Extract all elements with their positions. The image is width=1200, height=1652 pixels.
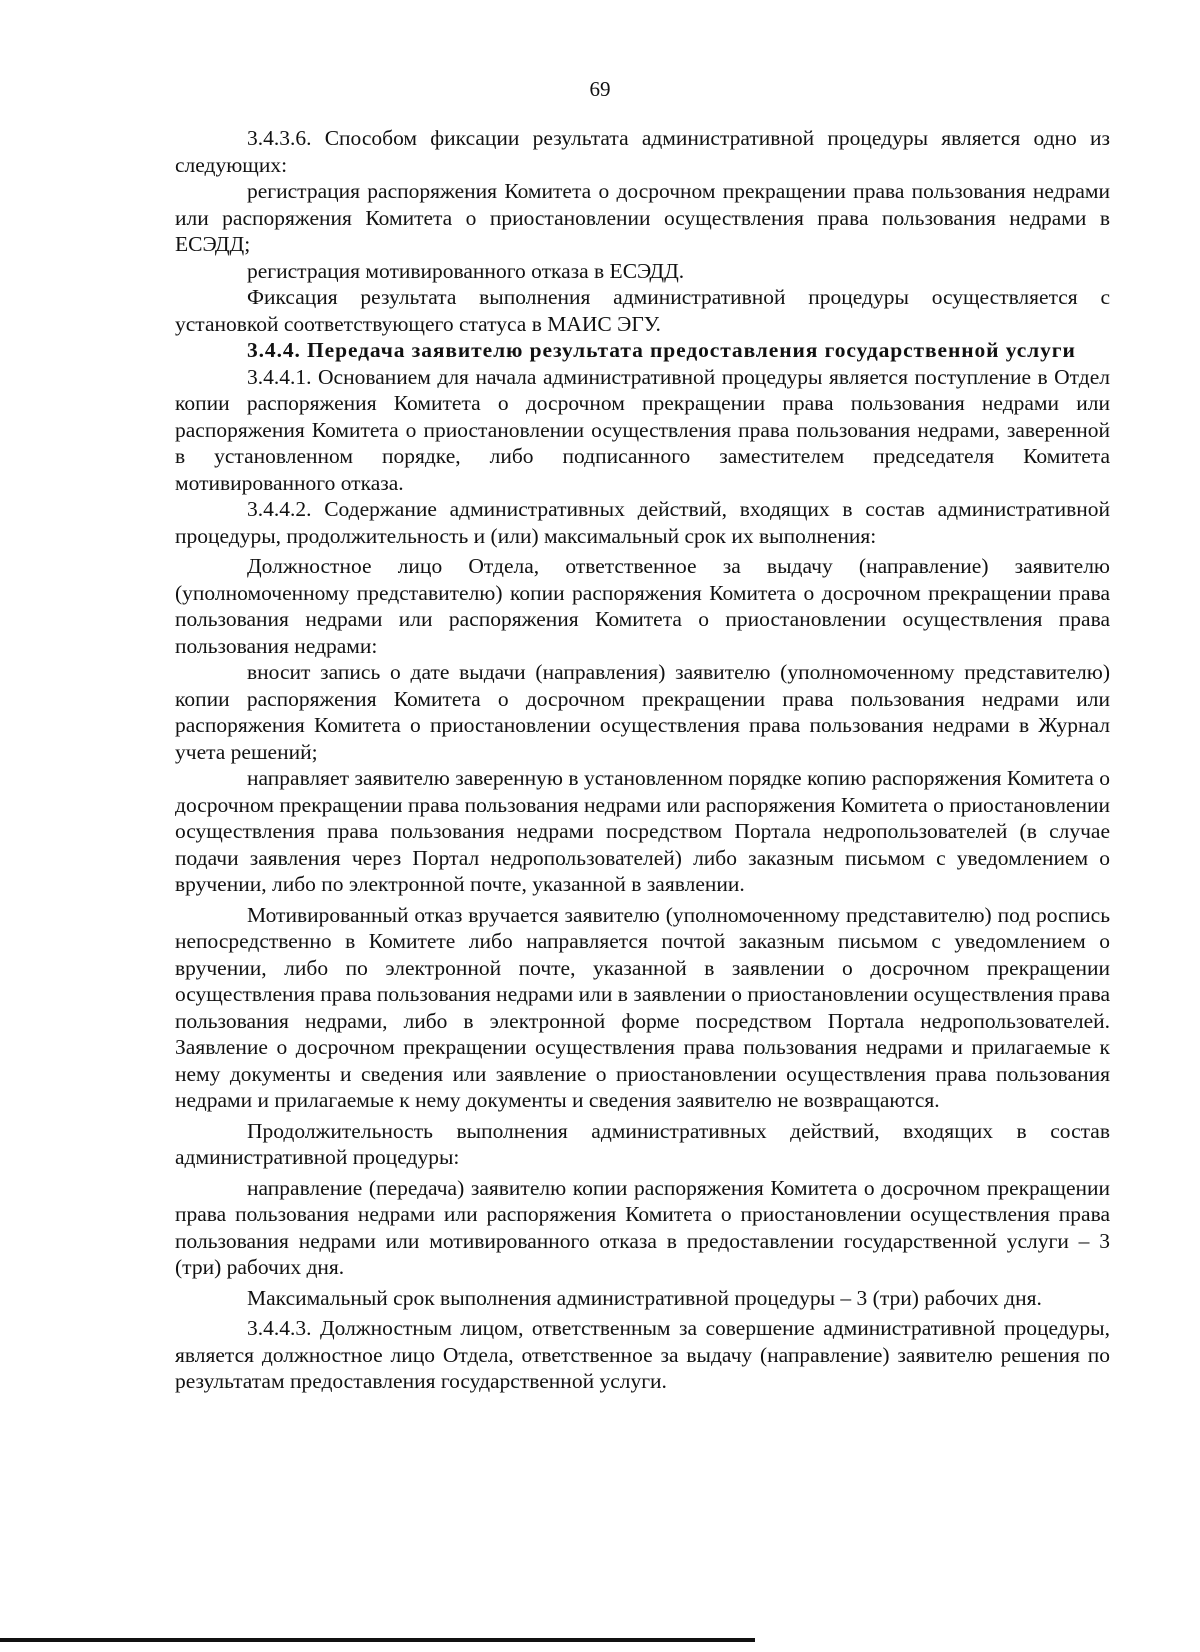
paragraph-3-4-4-3: 3.4.4.3. Должностным лицом, ответственным за совершение административной процедуры, является должностное лицо Отдела, ответственное за выдачу (направление) заявителю решения по результатам предоставления государственной услуги. (175, 1316, 1110, 1393)
paragraph-3-4-3-6: 3.4.3.6. Способом фиксации результата административной процедуры является одно из следующих: (175, 126, 1110, 177)
paragraph-motivated-refusal: Мотивированный отказ вручается заявителю (уполномоченному представителю) под роспись непосредственно в Комитете либо направляется почтой заказным письмом с уведомлением о вручении, либо по электронной почте, указанной в заявлении о досрочном прекращении осуществления права пользования недрами или в заявлении о приостановлении осуществления права пользования недрами, либо в электронной форме посредством Портала недропользователей. Заявление о досрочном прекращении осуществления права пользования недрами и прилагаемые к нему документы и сведения или заявление о приостановлении осуществления права пользования недрами и прилагаемые к нему документы и сведения заявителю не возвращаются. (175, 902, 1110, 1112)
paragraph-max-term: Максимальный срок выполнения административной процедуры – 3 (три) рабочих дня. (247, 1285, 1042, 1310)
list-item-journal-entry: вносит запись о дате выдачи (направления) заявителю (уполномоченному представителю) копии распоряжения Комитета о досрочном прекращении права пользования недрами или распоряжения Комитета о приостановлении осуществления права пользования недрами в Журнал учета решений; (175, 660, 1110, 764)
paragraph-official: Должностное лицо Отдела, ответственное за выдачу (направление) заявителю (уполномоченному представителю) копии распоряжения Комитета о досрочном прекращении права пользования недрами или распоряжения Комитета о приостановлении осуществления права пользования недрами: (175, 554, 1110, 658)
paragraph-3-4-4-1: 3.4.4.1. Основанием для начала административной процедуры является поступление в Отдел копии распоряжения Комитета о досрочном прекращении права пользования недрами или распоряжения Комитета о приостановлении осуществления права пользования недрами, заверенной в установленном порядке, либо подписанного заместителем председателя Комитета мотивированного отказа. (175, 364, 1110, 495)
paragraph-duration: Продолжительность выполнения административных действий, входящих в состав административной процедуры: (175, 1118, 1110, 1169)
list-item-registration-order: регистрация распоряжения Комитета о досрочном прекращении права пользования недрами или распоряжения Комитета о приостановлении осуществления права пользования недрами в ЕСЭДД; (175, 179, 1110, 256)
page-number: 69 (589, 77, 611, 101)
paragraph-fixation: Фиксация результата выполнения административной процедуры осуществляется с установкой соответствующего статуса в МАИС ЭГУ. (175, 285, 1110, 336)
list-item-sends-copy: направляет заявителю заверенную в установленном порядке копию распоряжения Комитета о досрочном прекращении права пользования недрами или распоряжения Комитета о приостановлении осуществления права пользования недрами посредством Портала недропользователей (в случае подачи заявления через Портал недропользователей) либо заказным письмом с уведомлением о вручении, либо по электронной почте, указанной в заявлении. (175, 766, 1110, 896)
list-item-transfer: направление (передача) заявителю копии распоряжения Комитета о досрочном прекращении права пользования недрами или распоряжения Комитета о приостановлении осуществления права пользования недрами или мотивированного отказа в предоставлении государственной услуги – 3 (три) рабочих дня. (175, 1175, 1110, 1279)
bottom-scan-edge (0, 1638, 755, 1642)
paragraph-3-4-4-2: 3.4.4.2. Содержание административных действий, входящих в состав административной процедуры, продолжительность и (или) максимальный срок их выполнения: (175, 497, 1110, 548)
list-item-registration-refusal: регистрация мотивированного отказа в ЕСЭДД. (247, 258, 685, 283)
section-heading-3-4-4: 3.4.4. Передача заявителю результата предоставления государственной услуги (247, 338, 1076, 362)
document-body (175, 125, 1110, 1395)
